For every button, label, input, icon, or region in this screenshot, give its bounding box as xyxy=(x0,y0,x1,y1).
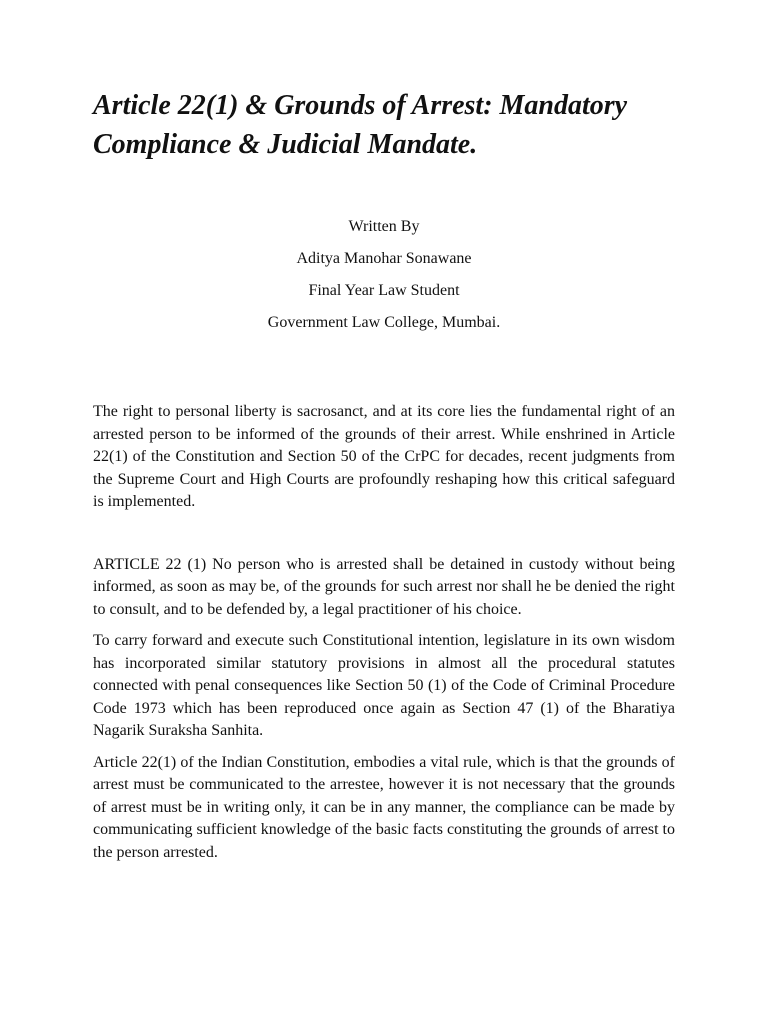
written-by-label: Written By xyxy=(348,218,420,235)
author-institution: Government Law College, Mumbai. xyxy=(267,314,501,331)
byline xyxy=(93,211,675,339)
paragraph-intro: The right to personal liberty is sacrosanct, and at its core lies the fundamental right of an arrested person to be informed of the grounds of their arrest. While enshrined in Article 22(1) of the Constitution and Section 50 of the CrPC for decades, recent judgments from the Supreme Court and High Courts are profoundly reshaping how this critical safeguard is implemented. xyxy=(93,403,675,510)
author-name: Aditya Manohar Sonawane xyxy=(296,250,472,267)
paragraph-communication-of-grounds: Article 22(1) of the Indian Constitution, embodies a vital rule, which is that the grounds of arrest must be communicated to the arrestee, however it is not necessary that the grounds of arrest must be in writing only, it can be in any manner, the compliance can be made by communicating sufficient knowledge of the basic facts constituting the grounds of arrest to the person arrested. xyxy=(93,753,675,861)
paragraph-statutory-provisions: To carry forward and execute such Constitutional intention, legislature in its own wisdom has incorporated similar statutory provisions in almost all the procedural statutes connected with penal consequences like Section 50 (1) of the Code of Criminal Procedure Code 1973 which has been reproduced once again as Section 47 (1) of the Bharatiya Nagarik Suraksha Sanhita. xyxy=(93,632,675,739)
document-title: Article 22(1) & Grounds of Arrest: Mandatory Compliance & Judicial Mandate. xyxy=(93,90,628,160)
author-designation: Final Year Law Student xyxy=(308,282,460,299)
paragraph-article-22-text: ARTICLE 22 (1) No person who is arrested shall be detained in custody without being informed, as soon as may be, of the grounds for such arrest nor shall he be denied the right to consult, and to be defended by, a legal practitioner of his choice. xyxy=(93,555,675,618)
